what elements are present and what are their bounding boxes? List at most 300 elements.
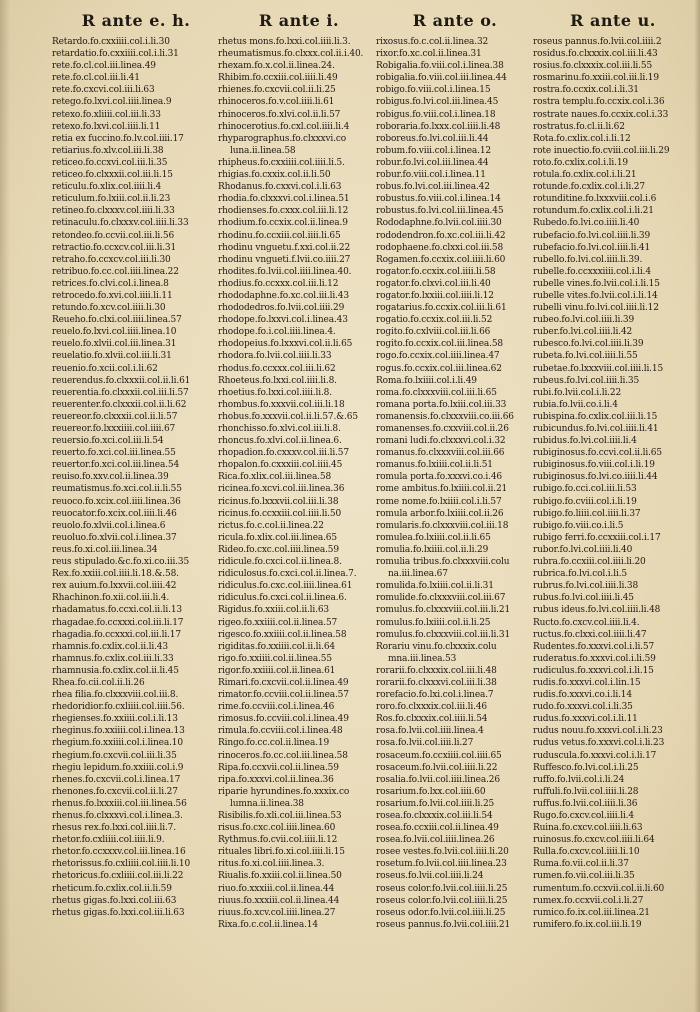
index-entry: rhodus.fo.ccxxx.col.iii.li.62: [218, 363, 336, 374]
index-entry: reuereor.fo.lxxxiiii.col.iiii.67: [52, 424, 176, 434]
index-entry: rubetae.fo.lxxxviii.col.iiii.li.15: [533, 363, 664, 374]
index-entry: ripa.fo.xxxvi.col.ii.linea.36: [218, 774, 334, 785]
index-entry: rex auium.fo.lxxvii.col.iiii.42: [52, 581, 177, 592]
index-entry: reuenio.fo.xcii.col.i.li.62: [52, 363, 158, 374]
index-entry: rubigo.fo.cviii.col.i.li.19: [533, 496, 637, 507]
index-entry: rhoncus.fo.xlvi.col.ii.linea.6.: [218, 436, 342, 447]
index-entry: romanensis.fo.clxxxviii.co.iii.66: [376, 411, 514, 422]
index-entry: rosarium.fo.lvii.col.iiii.li.25: [376, 798, 495, 809]
index-entry: rubiginosus.fo.ccvi.col.ii.li.65: [533, 448, 662, 459]
index-entry: Ruina.fo.cxcv.col.iiii.li.63: [533, 823, 643, 834]
index-entry: romanus.fo.lxiiii.col.ii.li.51: [376, 460, 493, 471]
index-entry: rosaceum.fo.ccxiiii.col.iiii.65: [376, 750, 502, 761]
index-entry: mna.iii.linea.53: [388, 653, 457, 664]
index-entry: na.iii.linea.67: [388, 569, 448, 580]
index-entry: retribuo.fo.cc.col.iiii.linea.22: [52, 266, 179, 277]
index-entry: rubigo.fo.viii.co.i.li.5: [533, 520, 624, 531]
index-entry: rixor.fo.xc.col.ii.linea.31: [376, 49, 482, 60]
index-entry: rosa.fo.lvii.col.iiii.li.27: [376, 738, 474, 749]
index-entry: rudis.fo.xxxvi.co.i.li.14: [533, 690, 632, 701]
index-entry: riuo.fo.xxxiii.col.ii.linea.44: [218, 883, 335, 894]
index-entry: retraho.fo.ccxcv.col.iii.li.30: [52, 254, 171, 265]
index-entry: rosarium.fo.lxx.col.iiii.60: [376, 786, 486, 797]
index-entry: romulus.fo.lxiiii.col.ii.li.25: [376, 617, 491, 628]
index-entry: retinaculu.fo.clxxxv.col.iiii.li.33: [52, 218, 189, 229]
index-entry: rostra.fo.ccxix.col.i.li.31: [533, 85, 639, 96]
index-entry: rhopalon.fo.cxxxiii.col.iiii.45: [218, 460, 343, 471]
index-entry: reuoluo.fo.xlvii.col.i.linea.37: [52, 532, 177, 543]
index-entry: ruduscula.fo.xxxvi.col.i.li.17: [533, 750, 657, 761]
index-entry: ruber.fo.lvi.col.iiii.li.42: [533, 327, 633, 338]
index-entry: Ros.fo.clxxxix.col.iiii.li.54: [376, 714, 488, 725]
index-entry: rhegium.fo.xxiiii.col.i.linea.10: [52, 738, 183, 749]
index-entry: rigor.fo.xxiiii.col.ii.linea.61: [218, 665, 336, 676]
column-header: R ante i.: [258, 11, 340, 30]
index-entry: rhenus.fo.lxxxiii.col.iii.linea.56: [52, 798, 187, 809]
index-entry: rubigo.fo.liiii.col.iiii.li.37: [533, 508, 641, 519]
index-entry: rhoetius.fo.lxxi.col.iiii.li.8.: [218, 387, 332, 398]
index-entry: rhobus.fo.xxxvii.col.ii.li.57.&.65: [218, 411, 358, 422]
index-entry: rosea.fo.ccxiii.col.ii.linea.49: [376, 823, 499, 834]
index-entry: rhexam.fo.x.col.ii.linea.24.: [218, 61, 335, 72]
index-entry: rumifero.fo.ix.col.iii.li.19: [533, 919, 642, 930]
index-entry: rhegiu lepidum.fo.xxiiii.col.i.9: [52, 762, 184, 773]
index-entry: rhipheus.fo.cxxiiii.col.iiii.li.5.: [218, 157, 345, 168]
index-entry: rhegium.fo.cxcvii.col.iii.li.35: [52, 750, 177, 761]
index-entry: rhododedros.fo.lvii.col.iiii.29: [218, 303, 345, 314]
index-entry: rudus nouu.fo.xxxvi.col.i.li.23: [533, 726, 663, 737]
index-entry: rogator.fo.clxvi.col.iii.li.40: [376, 278, 491, 289]
index-entry: Rugo.fo.cxcv.col.iiii.li.4: [533, 811, 634, 821]
index-entry: rosee vestes.fo.lvii.col.iiii.li.20: [376, 847, 509, 858]
index-entry: rudis.fo.xxxvi.col.i.lin.15: [533, 677, 641, 688]
index-entry: roboreus.fo.lvi.col.iii.li.44: [376, 133, 489, 144]
index-entry: risus.fo.cxc.col.iiii.linea.60: [218, 823, 336, 834]
index-entry: rotundum.fo.cxlix.col.i.li.21: [533, 206, 654, 217]
index-entry: rheginus.fo.xxiiii.col.i.linea.13: [52, 726, 185, 737]
index-entry: rostrate naues.fo.ccxix.col.i.33: [533, 109, 669, 120]
index-entry: retrocedo.fo.xvi.col.iiii.li.11: [52, 290, 173, 301]
index-entry: rhetoricus.fo.cxliiii.col.iii.li.22: [52, 871, 184, 882]
index-entry: rudus.fo.xxxvi.col.i.li.11: [533, 714, 638, 725]
index-entry: reuertor.fo.xci.col.iii.linea.54: [52, 460, 180, 471]
index-entry: rhopadion.fo.cxxxv.col.iii.li.57: [218, 448, 349, 459]
index-entry: rhodope.fo.i.col.iiii.linea.4.: [218, 327, 336, 338]
index-entry: rubefacio.fo.lvi.col.iiii.li.39: [533, 230, 651, 241]
index-entry: rubeus.fo.lvi.col.iiii.li.35: [533, 375, 640, 386]
index-entry: robigus.fo.lvi.col.iii.linea.45: [376, 97, 499, 108]
index-entry: rheticum.fo.cxlix.col.ii.li.59: [52, 883, 172, 894]
index-entry: rubigo.fo.cci.col.iii.li.53: [533, 484, 637, 495]
index-entry: reuelo.fo.xlvii.col.iii.linea.31: [52, 339, 177, 350]
index-entry: rhododaphne.fo.xc.col.iii.li.43: [218, 290, 349, 301]
index-entry: rudus vetus.fo.xxxvi.col.i.li.23: [533, 738, 665, 749]
index-entry: rudo.fo.xxxvi.col.i.li.35: [533, 702, 633, 713]
index-entry: ridiculosus.fo.cxci.col.ii.linea.7.: [218, 569, 357, 580]
index-entry: reuocator.fo.xcix.col.iiii.li.46: [52, 508, 177, 519]
index-entry: rubrica.fo.lvi.col.i.li.5: [533, 569, 627, 580]
index-entry: romulia.fo.lxiiii.col.ii.li.29: [376, 544, 489, 555]
index-entry: ricinea.fo.xcvi.col.iii.linea.36: [218, 484, 345, 495]
index-entry: Ruffesco.fo.lvi.col.i.li.25: [533, 762, 639, 773]
index-entry: rubeo.fo.lvi.col.iiii.li.39: [533, 315, 635, 326]
index-entry: ridiculus.fo.cxc.col.iiii.linea.61: [218, 581, 353, 592]
index-entry: rosea.fo.lvii.col.iiii.linea.26: [376, 835, 495, 846]
index-entry: Ruma.fo.vii.col.ii.li.37: [533, 859, 629, 870]
index-entry: Rigidus.fo.xxiii.col.ii.li.63: [218, 605, 329, 616]
index-entry: rigo.fo.xxiiii.col.ii.linea.55: [218, 653, 332, 664]
index-entry: roto.fo.cxlix.col.i.li.19: [533, 157, 628, 168]
index-entry: romulus.fo.clxxxviii.col.iii.li.21: [376, 605, 511, 616]
index-entry: rhienes.fo.cxcvii.col.ii.li.25: [218, 85, 336, 96]
index-entry: rhodinu.fo.ccxiii.col.iiii.li.65: [218, 230, 341, 241]
index-entry: reuerenter.fo.clxxxii.col.ii.li.62: [52, 399, 187, 410]
index-entry: Risibilis.fo.xli.col.iii.linea.53: [218, 811, 342, 821]
index-entry: roseus odor.fo.lvii.col.iiii.li.25: [376, 907, 506, 918]
index-entry: Rulla.fo.cxcv.col.iiii.li.10: [533, 847, 640, 858]
index-entry: Ripa.fo.ccxvii.col.ii.linea.59: [218, 762, 339, 773]
index-entry: rhonchisso.fo.xlvi.col.iii.li.8.: [218, 424, 341, 434]
index-entry: rubelle.fo.ccxxxiiii.col.i.li.4: [533, 266, 651, 277]
index-entry: romanenses.fo.cxxviii.col.ii.26: [376, 424, 509, 434]
index-entry: rhenones.fo.cxcvii.col.ii.li.27: [52, 786, 178, 797]
index-entry: ricula.fo.xlix.col.iii.linea.65: [218, 532, 337, 543]
index-entry: Rhoeteus.fo.lxxi.col.iiii.li.8.: [218, 375, 337, 386]
index-entry: robigalia.fo.viii.col.iii.linea.44: [376, 73, 507, 84]
index-entry: retondeo.fo.ccvii.col.iii.li.56: [52, 230, 175, 241]
index-entry: rhodius.fo.ccxxx.col.iii.li.12: [218, 278, 339, 289]
index-entry: rogo.fo.ccxix.col.iiii.linea.47: [376, 351, 500, 362]
index-entry: rosalia.fo.lvii.col.iiii.linea.26: [376, 774, 500, 785]
index-entry: rosius.fo.clxxxix.col.iii.li.55: [533, 61, 653, 72]
index-entry: Rimari.fo.cxcvii.col.ii.linea.49: [218, 677, 349, 688]
index-entry: rubia.fo.lvii.co.i.li.4: [533, 399, 618, 410]
index-entry: ructus.fo.clxxi.col.iiii.li.47: [533, 629, 647, 640]
index-entry: luna.ii.linea.58: [230, 145, 296, 156]
index-entry: retrices.fo.clvi.col.i.linea.8: [52, 278, 169, 289]
index-entry: Rideo.fo.cxc.col.iiii.linea.59: [218, 544, 339, 555]
index-entry: rubispina.fo.cxlix.col.iii.li.15: [533, 411, 658, 422]
index-entry: romani ludi.fo.clxxxvi.col.i.32: [376, 436, 506, 447]
index-entry: robustus.fo.lvi.col.iii.linea.45: [376, 206, 504, 217]
index-entry: rumico.fo.ix.col.iii.linea.21: [533, 907, 650, 918]
index-entry: Rogamen.fo.ccxix.col.iiii.li.60: [376, 254, 506, 265]
index-entry: rosidus.fo.clxxxix.col.iii.li.43: [533, 49, 658, 60]
index-entry: rorarii.fo.clxxxix.col.iii.li.48: [376, 665, 497, 676]
index-entry: rixosus.fo.c.col.ii.linea.32: [376, 37, 489, 47]
index-entry: ruffo.fo.lvii.col.i.li.24: [533, 774, 625, 785]
index-entry: riuus.fo.xxxiii.col.ii.linea.44: [218, 895, 340, 906]
index-entry: rogatio.fo.ccxix.col.iii.li.52: [376, 315, 493, 326]
index-entry: rubrus.fo.lvi.col.iiii.li.38: [533, 581, 639, 592]
index-entry: ridicule.fo.cxci.col.ii.linea.8.: [218, 557, 342, 568]
index-entry: romulide.fo.clxxxviii.col.iii.67: [376, 593, 506, 604]
index-entry: rhadamatus.fo.ccxi.col.ii.li.13: [52, 605, 182, 616]
index-entry: rhigias.fo.cxxix.col.ii.li.50: [218, 170, 331, 181]
index-entry: Retardo.fo.cxxiiii.col.i.li.30: [52, 37, 170, 47]
index-entry: Rhodanus.fo.cxxvi.col.i.li.63: [218, 182, 342, 193]
index-entry: romulea.fo.lxiiii.col.ii.li.65: [376, 532, 491, 543]
index-entry: retego.fo.lxvi.col.iiii.linea.9: [52, 97, 172, 108]
index-entry: roboraria.fo.lxxx.col.iiii.li.48: [376, 121, 501, 132]
index-entry: rigesco.fo.xxiiii.col.ii.linea.58: [218, 629, 347, 640]
index-entry: retractio.fo.ccxcv.col.iii.li.31: [52, 242, 177, 253]
index-entry: Rythmus.fo.cvii.col.iiii.li.12: [218, 835, 338, 846]
index-entry: rhedoridior.fo.cxliiii.col.iiii.56.: [52, 702, 185, 713]
index-entry: rictus.fo.c.col.ii.linea.22: [218, 520, 324, 531]
index-entry: robur.fo.viii.col.i.linea.11: [376, 170, 486, 181]
index-entry: robigo.fo.viii.col.i.linea.15: [376, 85, 491, 96]
index-entry: robustus.fo.viii.col.i.linea.14: [376, 194, 501, 205]
index-entry: Rixa.fo.c.col.ii.linea.14: [218, 919, 318, 930]
index-entry: ruffus.fo.lvii.col.iiii.li.36: [533, 798, 638, 809]
index-entry: retundo.fo.xcv.col.iiii.li.30: [52, 303, 166, 314]
index-entry: rhetus mons.fo.lxxi.col.iiii.li.3.: [218, 37, 351, 47]
index-entry: reticeo.fo.clxxxii.col.iii.li.15: [52, 170, 173, 181]
index-entry: rubus.fo.lvi.col.iiii.li.45: [533, 593, 634, 604]
entry-list: [376, 36, 534, 931]
index-entry: Rudentes.fo.xxxvi.col.i.li.57: [533, 641, 655, 652]
index-column-3: [376, 6, 534, 1006]
index-entry: roseus pannus.fo.lvii.col.iiii.2: [533, 37, 662, 47]
index-entry: rogator.fo.ccxix.col.iiii.li.58: [376, 266, 496, 277]
index-entry: Ringo.fo.cc.col.ii.linea.19: [218, 738, 330, 749]
index-entry: rosaceum.fo.lvii.col.iiii.li.22: [376, 762, 498, 773]
index-entry: rubicundus.fo.lvi.col.iiii.li.41: [533, 424, 659, 434]
index-entry: ruffuli.fo.lvii.col.iiii.li.28: [533, 786, 639, 797]
index-entry: rudiculus.fo.xxxvi.col.i.li.15: [533, 665, 654, 676]
index-entry: reticeo.fo.ccxvi.col.iii.li.35: [52, 157, 168, 168]
index-entry: rotula.fo.cxlix.col.i.li.21: [533, 170, 637, 181]
index-entry: reuiso.fo.xxv.col.ii.linea.39: [52, 472, 169, 483]
index-entry: rubus ideus.fo.lvi.col.iiii.li.48: [533, 605, 661, 616]
index-entry: rubor.fo.lvi.col.iiii.li.40: [533, 544, 633, 555]
index-entry: rubefacio.fo.lvi.col.iiii.li.41: [533, 242, 651, 253]
index-entry: rostra templu.fo.ccxix.col.i.36: [533, 97, 665, 108]
column-header: R ante u.: [570, 11, 656, 30]
index-entry: riparie hyrundines.fo.xxxix.co: [218, 786, 350, 797]
index-entry: rhetor.fo.ccxxxv.col.iii.linea.16: [52, 847, 186, 858]
index-entry: rhodium.fo.ccxix.col.ii.linea.9: [218, 218, 348, 229]
index-entry: Robigalia.fo.viii.col.i.linea.38: [376, 61, 504, 72]
index-entry: rhinocerotius.fo.cxl.col.iiii.li.4: [218, 121, 350, 132]
entry-list: [533, 36, 693, 931]
index-entry: rosa.fo.lvii.col.iiii.linea.4: [376, 726, 484, 737]
index-entry: rubelle vites.fo.lvii.col.i.li.14: [533, 290, 658, 301]
index-entry: ritus.fo.xi.col.iiii.linea.3.: [218, 859, 325, 870]
index-entry: rogus.fo.ccxix.col.iii.linea.62: [376, 363, 502, 374]
index-entry: reuereor.fo.clxxxii.col.ii.li.57: [52, 411, 178, 422]
index-entry: rigiditas.fo.xxiiii.col.ii.li.64: [218, 641, 335, 652]
index-entry: rhodopeius.fo.lxxxvi.col.ii.li.65: [218, 339, 353, 350]
index-entry: romulia tribus.fo.clxxxviii.colu: [376, 557, 510, 568]
index-entry: rogito.fo.cxlviii.col.iii.li.66: [376, 327, 491, 338]
index-entry: romula porta.fo.xxxvi.co.i.46: [376, 472, 502, 483]
index-entry: ruderatus.fo.xxxvi.col.i.li.59: [533, 653, 656, 664]
index-entry: Riualis.fo.xxiii.col.ii.linea.50: [218, 871, 342, 882]
index-entry: reus stipulado.&c.fo.xi.co.iii.35: [52, 557, 190, 568]
index-entry: Rex.fo.xxiii.col.iiii.li.18.&.58.: [52, 569, 179, 580]
index-entry: rituales libri.fo.xi.col.iiii.li.15: [218, 847, 345, 858]
index-entry: rubesco.fo.lvi.col.iiii.li.39: [533, 339, 644, 350]
index-entry: reuelatio.fo.xlvii.col.iii.li.31: [52, 351, 172, 362]
index-entry: roseus color.fo.lvii.col.iiii.li.25: [376, 895, 508, 906]
index-entry: retexo.fo.lxvi.col.iiii.li.11: [52, 121, 161, 132]
index-entry: rogatarius.fo.ccxix.col.iii.li.61: [376, 303, 507, 314]
index-entry: rorefacio.fo.lxi.col.i.linea.7: [376, 690, 494, 701]
index-entry: reticulu.fo.xlix.col.iiii.li.4: [52, 182, 162, 193]
index-entry: rubiginosus.fo.lvi.co.iiii.li.44: [533, 472, 658, 483]
index-entry: rhodinu vnguetu.f.xxi.col.ii.22: [218, 242, 351, 253]
index-entry: rubiginosus.fo.viii.col.i.li.19: [533, 460, 655, 471]
index-entry: rigeo.fo.xxiiii.col.ii.linea.57: [218, 617, 338, 628]
index-entry: rhamnusia.fo.cxlix.col.ii.li.45: [52, 665, 179, 676]
index-entry: romula arbor.fo.lxiiii.col.ii.26: [376, 508, 504, 519]
index-entry: lumna.ii.linea.38: [230, 798, 304, 809]
index-entry: roro.fo.clxxxix.col.iii.li.46: [376, 702, 487, 713]
index-entry: romana porta.fo.lxiii.col.iii.33: [376, 399, 507, 410]
index-entry: rhodinu vngueti.f.lvii.co.iiii.27: [218, 254, 351, 265]
index-entry: ruinosus.fo.cxcv.col.iiii.li.64: [533, 835, 655, 846]
entry-list: [52, 36, 220, 919]
index-entry: rotunditine.fo.lxxxviii.col.i.6: [533, 194, 657, 205]
index-entry: rhinoceros.fo.xlvi.col.ii.li.57: [218, 109, 341, 120]
index-column-4: [533, 6, 693, 1006]
index-entry: rheumatismus.fo.clxxx.col.ii.i.40.: [218, 49, 364, 60]
index-column-1: [52, 6, 220, 1006]
page-gutter-shadow: [0, 0, 10, 1012]
index-entry: roseus.fo.lvii.col.iiii.li.24: [376, 871, 484, 882]
index-entry: rhetus gigas.fo.lxxi.col.iii.63: [52, 895, 177, 906]
index-entry: rimator.fo.ccviii.col.ii.linea.57: [218, 690, 349, 701]
index-entry: rete.fo.cxcvi.col.iii.li.63: [52, 85, 155, 96]
index-entry: rodophaene.fo.clxxi.col.iii.58: [376, 242, 504, 253]
index-entry: rhodienses.fo.cxxx.col.iii.li.12: [218, 206, 349, 217]
index-entry: Rota.fo.cxlix.col.i.li.12: [533, 133, 631, 144]
index-entry: reuersio.fo.xci.col.iii.li.54: [52, 436, 164, 447]
column-header: R ante o.: [412, 11, 498, 30]
index-entry: rubi.fo.lvii.col.i.li.22: [533, 387, 622, 398]
index-entry: roma.fo.clxxxviii.col.iii.li.65: [376, 387, 497, 398]
index-entry: rhetus gigas.fo.lxxi.col.iii.li.63: [52, 907, 185, 918]
index-entry: romularis.fo.clxxxviii.col.iii.18: [376, 520, 509, 531]
index-entry: robigus.fo.viii.col.i.linea.18: [376, 109, 496, 120]
index-entry: robur.fo.lvi.col.iii.linea.44: [376, 157, 489, 168]
index-entry: rimula.fo.ccviii.col.i.linea.48: [218, 726, 343, 737]
index-entry: retardatio.fo.cxxiiii.col.i.li.31: [52, 49, 179, 60]
index-entry: retineo.fo.clxxxv.col.iiii.li.33: [52, 206, 175, 217]
index-entry: rododendron.fo.xc.col.iii.li.42: [376, 230, 506, 241]
index-entry: robum.fo.viii.col.i.linea.12: [376, 145, 492, 156]
index-entry: rhenus.fo.clxxxvi.col.i.linea.3.: [52, 811, 183, 821]
index-entry: rhagadia.fo.ccxxxi.col.iii.li.17: [52, 629, 181, 640]
index-entry: ricinus.fo.ccxxiii.col.iiii.li.50: [218, 508, 342, 519]
index-column-2: [218, 6, 380, 1006]
page-edge-shadow: [694, 0, 700, 1012]
index-entry: retiarius.fo.xlv.col.iii.li.38: [52, 145, 164, 156]
entry-list: [218, 36, 380, 931]
index-entry: rubigo ferri.fo.ccxxiii.col.i.17: [533, 532, 661, 543]
index-entry: rimosus.fo.ccviii.col.i.linea.49: [218, 714, 349, 725]
index-entry: rubelli vinu.fo.lvi.col.iiii.li.12: [533, 303, 659, 314]
index-entry: rhamnis.fo.cxlix.col.ii.li.43: [52, 641, 168, 652]
index-entry: roseus color.fo.lvii.col.iiii.li.25: [376, 883, 508, 894]
index-entry: romanus.fo.clxxxviii.col.iii.66: [376, 448, 505, 459]
index-entry: romulida.fo.lxiiii.col.ii.li.31: [376, 581, 494, 592]
index-entry: Ructo.fo.cxcv.col.iiii.li.4.: [533, 617, 640, 628]
index-entry: rorarii.fo.clxxxvi.col.iii.li.38: [376, 677, 497, 688]
index-entry: reuoco.fo.xcix.col.iiii.linea.36: [52, 496, 181, 507]
index-entry: riuus.fo.xcv.col.iiii.linea.27: [218, 907, 336, 918]
index-entry: rumen.fo.vii.col.iii.li.35: [533, 871, 635, 882]
index-entry: ridiculus.fo.cxci.col.ii.linea.6.: [218, 593, 347, 604]
index-entry: Reueho.fo.clxi.col.iiii.linea.57: [52, 315, 182, 326]
index-entry: rubelle vines.fo.lvii.col.i.li.15: [533, 278, 660, 289]
index-entry: rete.fo.cl.col.iii.li.41: [52, 73, 140, 84]
index-entry: Rubedo.fo.lvi.co.iiii.li.40: [533, 218, 640, 229]
index-entry: rhesus rex.fo.lxxi.col.iiii.li.7.: [52, 823, 176, 834]
column-header: R ante e. h.: [81, 11, 191, 30]
index-entry: rome nome.fo.lxiiii.col.i.li.57: [376, 496, 502, 507]
index-entry: rhenes.fo.cxcvii.col.i.linea.17: [52, 774, 181, 785]
index-entry: rhodope.fo.lxxvi.col.i.linea.43: [218, 315, 348, 326]
index-entry: rhegienses.fo.xxiiii.col.i.li.13: [52, 714, 178, 725]
index-entry: reuelo.fo.lxvi.col.iiii.linea.10: [52, 327, 177, 338]
index-entry: retexo.fo.xliiii.col.iii.li.33: [52, 109, 161, 120]
index-entry: romulus.fo.clxxxviii.col.iii.li.31: [376, 629, 511, 640]
index-entry: rhombus.fo.xxxvii.col.iii.li.18: [218, 399, 345, 410]
index-entry: ricinus.fo.lxxxvii.col.iii.li.38: [218, 496, 339, 507]
index-entry: rosea.fo.clxxxix.col.iii.li.54: [376, 811, 493, 821]
index-entry: reuerentia.fo.clxxxii.col.iii.li.57: [52, 387, 189, 398]
index-entry: reuerto.fo.xci.col.iii.linea.55: [52, 448, 176, 459]
index-entry: robus.fo.lvi.col.iii.linea.42: [376, 182, 490, 193]
index-entry: reuolo.fo.xlvii.col.i.linea.6: [52, 520, 166, 531]
index-entry: rome ambitus.fo.lxiiii.col.ii.21: [376, 484, 508, 495]
index-entry: Rhachinon.fo.xii.col.iii.li.4.: [52, 593, 170, 604]
index-entry: Rica.fo.xlix.col.iii.linea.58: [218, 472, 332, 483]
index-entry: rhetor.fo.cxliiii.col.iiii.li.9.: [52, 835, 165, 846]
index-entry: roseus pannus.fo.lvii.col.iiii.21: [376, 919, 511, 930]
index-entry: Roma.fo.lxiiii.col.i.li.49: [376, 375, 477, 386]
index-entry: rete.fo.cl.col.iii.linea.49: [52, 61, 156, 72]
index-entry: rostratus.fo.cl.ii.li.62: [533, 121, 625, 132]
index-entry: rime.fo.ccviii.col.i.linea.46: [218, 702, 335, 713]
index-entry: reumatismus.fo.xci.col.ii.li.55: [52, 484, 182, 495]
index-entry: rubello.fo.lvi.col.iiii.li.39.: [533, 254, 643, 265]
index-entry: rogito.fo.ccxix.col.iii.linea.58: [376, 339, 503, 350]
index-entry: rotunde.fo.cxlix.col.i.li.27: [533, 182, 645, 193]
index-entry: rhyparographus.fo.clxxxvi.co: [218, 133, 346, 144]
index-entry: Rhibim.fo.ccxiii.col.iiii.li.49: [218, 73, 338, 84]
index-entry: retia ex fuccino.fo.lv.col.iiii.17: [52, 133, 184, 144]
index-entry: rubidus.fo.lvi.col.iiii.li.4: [533, 436, 637, 447]
index-entry: rosmarinu.fo.xxiii.col.iii.li.19: [533, 73, 659, 84]
index-entry: rhamnus.fo.cxlix.col.iii.li.33: [52, 653, 174, 664]
index-entry: Rododaphne.fo.lvii.col.iiii.30: [376, 218, 502, 229]
index-entry: rhagadae.fo.ccxxxi.col.iii.li.17: [52, 617, 184, 628]
index-entry: rhodia.fo.clxxxvi.col.i.linea.51: [218, 194, 350, 205]
index-entry: rhea filia.fo.clxxxviii.col.iii.8.: [52, 690, 179, 701]
index-entry: rumex.fo.ccxvii.col.i.li.27: [533, 895, 644, 906]
index-entry: Rorariu vinu.fo.clxxxix.colu: [376, 641, 497, 652]
index-entry: rubeta.fo.lvi.col.iiii.li.55: [533, 351, 638, 362]
index-entry: Rhea.fo.cii.col.ii.li.26: [52, 677, 145, 688]
index-entry: rhinoceros.fo.v.col.iiii.li.61: [218, 97, 335, 108]
index-entry: reus.fo.xi.col.iii.linea.34: [52, 544, 158, 555]
index-entry: rinoceros.fo.cc.col.iii.linea.58: [218, 750, 348, 761]
index-entry: reticulum.fo.lxiii.col.ii.li.23: [52, 194, 171, 205]
